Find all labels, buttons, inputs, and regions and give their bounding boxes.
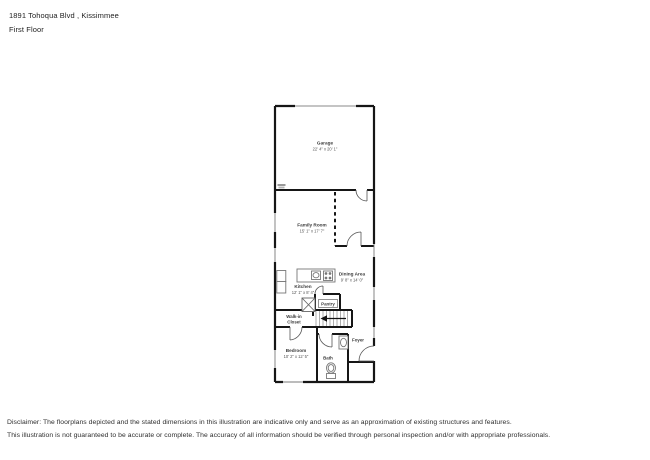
disclaimer-line-2: This illustration is not guaranteed to be accurate or complete. The accuracy of all information should be verified through personal inspection and/or with appropriate professionals. [7, 432, 551, 439]
stove-burner [325, 273, 327, 275]
bedroom-door-arc [290, 327, 302, 340]
dining-area-dims: 9' 8" x 14' 0" [340, 277, 364, 283]
dining-area-label: Dining Area [338, 271, 366, 277]
bedroom-label: Bedroom [285, 348, 307, 353]
stove-burner [329, 277, 331, 279]
stove-burner [329, 273, 331, 275]
family-room-dims: 15' 1" x 17' 7" [299, 228, 325, 234]
garage-label: Garage [316, 140, 334, 146]
kitchen-counter [277, 271, 286, 282]
toilet-tank [327, 374, 336, 379]
disclaimer-block [7, 416, 646, 442]
bath-label: Bath [323, 355, 333, 361]
porch-door-arc [347, 232, 361, 246]
bath-door-arc [319, 334, 332, 347]
storage-box [302, 298, 315, 312]
walk-in-closet-label-1: Walk-in [286, 314, 302, 319]
walk-in-closet-label-2: Closet [287, 319, 301, 325]
staircase [316, 311, 348, 326]
garage-dims: 22' 4" x 20' 1" [312, 146, 338, 152]
pantry-door-arc [315, 286, 323, 294]
bedroom-dims: 10' 2" x 12' 5" [283, 354, 309, 359]
foyer-label: Foyer [352, 337, 364, 343]
stove-burner [325, 277, 327, 279]
disclaimer-line-1: Disclaimer: The floorplans depicted and the stated dimensions in this illustration are indicative only and serve as an approximation of existing structures and features. [7, 419, 512, 426]
stair-arrow-head [321, 315, 328, 322]
family-room-label: Family Room [297, 222, 327, 228]
kitchen-fridge [277, 282, 286, 294]
illegible-wall-label [278, 184, 286, 188]
garage-door-arc [356, 190, 367, 201]
floor-line: First Floor [9, 24, 44, 34]
kitchen-label: Kitchen [294, 284, 312, 289]
pantry-label: Pantry [321, 301, 335, 307]
entry-door-arc [359, 346, 374, 361]
kitchen-dims: 12' 1" x 8' 4" [291, 290, 315, 295]
address-line: 1891 Tohoqua Blvd , Kissimmee [9, 11, 119, 20]
kitchen-stove [324, 271, 333, 281]
